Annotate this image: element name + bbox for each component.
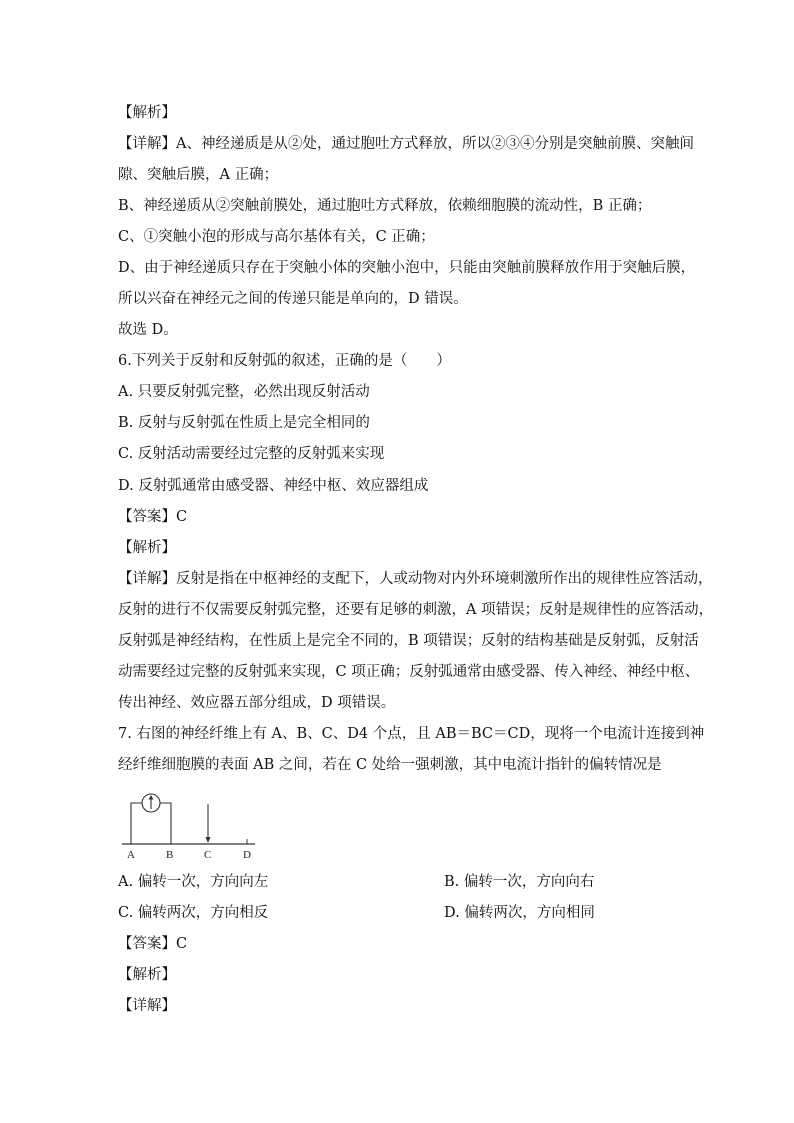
question-7-option-a: A. 偏转一次，方向向左 bbox=[118, 874, 269, 890]
question-7-option-b: B. 偏转一次，方向向右 bbox=[444, 874, 595, 890]
paragraph-line: D、由于神经递质只存在于突触小体的突触小泡中，只能由突触前膜释放作用于突触后膜， bbox=[118, 260, 696, 276]
question-6-stem: 6.下列关于反射和反射弧的叙述，正确的是（ ） bbox=[118, 353, 451, 369]
answer-line: 【答案】C bbox=[118, 936, 188, 952]
paragraph-line: 动需要经过完整的反射弧来实现，C 项正确；反射弧通常由感受器、传入神经、神经中枢、 bbox=[118, 664, 700, 680]
stimulus-arrowhead bbox=[206, 837, 211, 843]
section-heading-detail: 【详解】 bbox=[118, 998, 176, 1014]
point-label-c: C bbox=[204, 849, 212, 861]
paragraph-line: C、①突触小泡的形成与高尔基体有关，C 正确； bbox=[118, 229, 435, 245]
question-7-stem: 7. 右图的神经纤维上有 A、B、C、D4 个点，且 AB＝BC＝CD，现将一个电流计连接到神 bbox=[118, 726, 705, 742]
paragraph-line: 【详解】A、神经递质是从②处，通过胞吐方式释放，所以②③④分别是突触前膜、突触间 bbox=[118, 136, 694, 152]
point-label-b: B bbox=[166, 849, 174, 861]
section-heading-analysis: 【解析】 bbox=[118, 967, 176, 983]
question-6-option-b: B. 反射与反射弧在性质上是完全相同的 bbox=[118, 415, 370, 431]
paragraph-line: 【详解】反射是指在中枢神经的支配下，人或动物对内外环境刺激所作出的规律性应答活动， bbox=[118, 571, 713, 587]
section-heading-analysis: 【解析】 bbox=[118, 105, 176, 121]
paragraph-line: 传出神经、效应器五部分组成，D 项错误。 bbox=[118, 695, 396, 711]
question-6-option-c: C. 反射活动需要经过完整的反射弧来实现 bbox=[118, 446, 385, 462]
paragraph-line: 反射弧是神经结构，在性质上是完全不同的，B 项错误；反射的结构基础是反射弧，反射活 bbox=[118, 633, 699, 649]
paragraph-line: B、神经递质从②突触前膜处，通过胞吐方式释放，依赖细胞膜的流动性，B 正确； bbox=[118, 198, 652, 214]
question-6-option-d: D. 反射弧通常由感受器、神经中枢、效应器组成 bbox=[118, 478, 429, 494]
question-6-option-a: A. 只要反射弧完整，必然出现反射活动 bbox=[118, 384, 370, 400]
paragraph-line: 所以兴奋在神经元之间的传递只能是单向的，D 错误。 bbox=[118, 291, 468, 307]
question-7-stem: 经纤维细胞膜的表面 AB 之间，若在 C 处给一强刺激，其中电流计指针的偏转情况是 bbox=[118, 757, 662, 773]
point-label-d: D bbox=[243, 849, 251, 861]
nerve-fiber-diagram bbox=[118, 787, 258, 862]
point-label-a: A bbox=[127, 849, 135, 861]
paragraph-line: 反射的进行不仅需要反射弧完整，还要有足够的刺激，A 项错误；反射是规律性的应答活动， bbox=[118, 602, 714, 618]
answer-line: 【答案】C bbox=[118, 509, 188, 525]
section-heading-analysis: 【解析】 bbox=[118, 540, 176, 556]
question-7-option-d: D. 偏转两次，方向相同 bbox=[444, 905, 595, 921]
question-7-option-c: C. 偏转两次，方向相反 bbox=[118, 905, 269, 921]
paragraph-line: 隙、突触后膜，A 正确； bbox=[118, 167, 279, 183]
paragraph-line: 故选 D。 bbox=[118, 322, 178, 338]
